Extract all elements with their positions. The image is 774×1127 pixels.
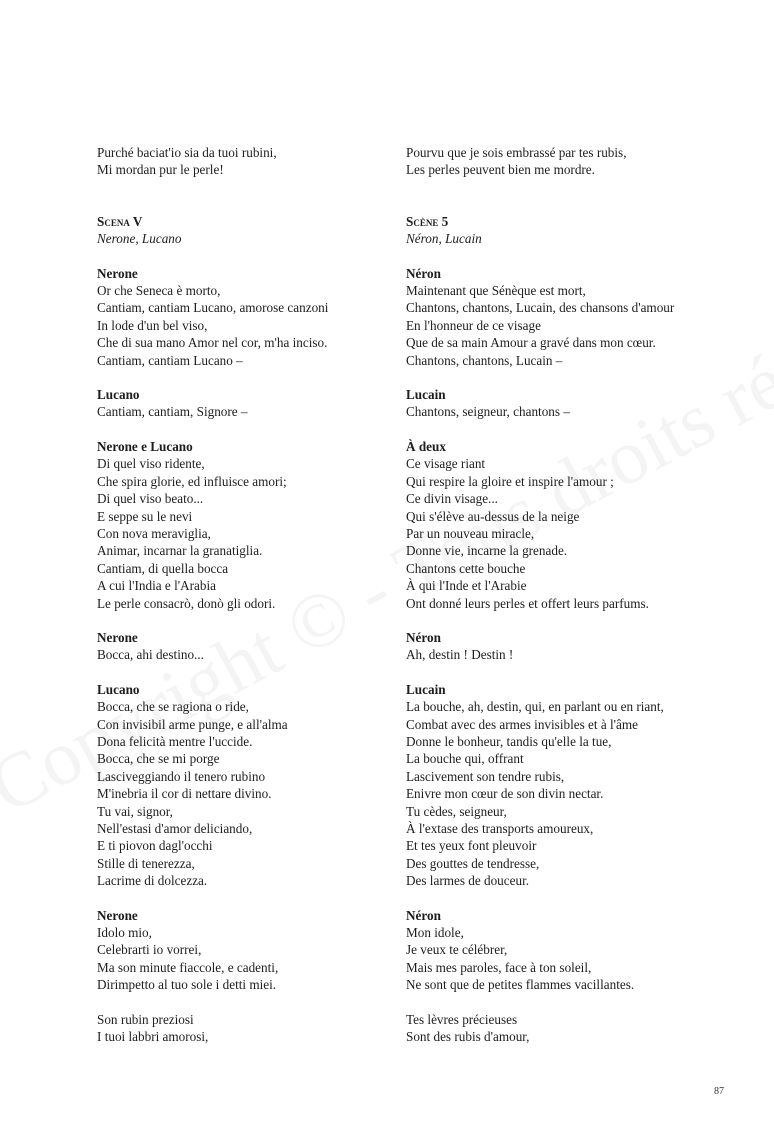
block-spacer — [406, 612, 706, 629]
verse-line: Ce divin visage... — [406, 491, 498, 507]
verse-line: Par un nouveau miracle, — [406, 525, 535, 541]
speech-block — [406, 386, 706, 421]
verse-line: Ne sont que de petites flammes vacillantes. — [406, 977, 635, 993]
verse-line: Et tes yeux font pleuvoir — [406, 838, 537, 854]
block-spacer — [406, 369, 706, 386]
verse-line: E ti piovon dagl'occhi — [97, 838, 213, 854]
verse-line: Bocca, che se ragiona o ride, — [97, 699, 249, 715]
block-spacer — [97, 369, 387, 386]
verse-line: Ah, destin ! Destin ! — [406, 647, 514, 663]
scene-characters: Nerone, Lucano — [97, 231, 182, 247]
scene-title: Scène 5 — [406, 213, 449, 229]
verse-line: Bocca, che se mi porge — [97, 751, 220, 767]
verse-line: Che spira glorie, ed influisce amori; — [97, 473, 287, 489]
verse-line: Combat avec des armes invisibles et à l'âme — [406, 716, 638, 732]
verse-line: Pourvu que je sois embrassé par tes rubis, — [406, 145, 627, 160]
scene-heading — [406, 213, 706, 248]
speech-block — [97, 386, 387, 421]
verse-line: Di quel viso beato... — [97, 491, 204, 507]
verse-line: Lasciveggiando il tenero rubino — [97, 768, 266, 784]
speech-block — [406, 681, 706, 890]
scene-title: Scena V — [97, 213, 143, 229]
verse-line: Cantiam, cantiam Lucano – — [97, 352, 243, 368]
verse-line: Chantons, chantons, Lucain, des chansons d'amour — [406, 300, 675, 316]
speaker-name: Lucano — [97, 387, 140, 403]
speaker-name: Néron — [406, 907, 441, 923]
speech-block — [97, 681, 387, 890]
speech-block — [406, 265, 706, 369]
verse-line: Le perle consacrò, donò gli odori. — [97, 595, 276, 611]
verse-line: Nell'estasi d'amor deliciando, — [97, 821, 253, 836]
verse-block — [97, 144, 387, 179]
verse-line: Cantiam, di quella bocca — [97, 560, 229, 576]
verse-block — [406, 1011, 706, 1046]
verse-line: Animar, incarnar la granatiglia. — [97, 543, 263, 559]
verse-line: Ont donné leurs perles et offert leurs parfums. — [406, 595, 649, 611]
verse-line: Des larmes de douceur. — [406, 873, 530, 889]
verse-line: La bouche, ah, destin, qui, en parlant ou en riant, — [406, 699, 664, 715]
speaker-name: Lucano — [97, 681, 140, 697]
verse-line: Con invisibil arme punge, e all'alma — [97, 716, 288, 732]
verse-line: Celebrarti io vorrei, — [97, 942, 202, 958]
verse-line: La bouche qui, offrant — [406, 751, 524, 767]
verse-line: Stille di tenerezza, — [97, 855, 195, 871]
speech-block — [406, 907, 706, 994]
verse-line: Mon idole, — [406, 925, 464, 941]
verse-line: Mi mordan pur le perle! — [97, 162, 224, 178]
verse-line: E seppe su le nevi — [97, 508, 193, 524]
verse-line: Con nova meraviglia, — [97, 525, 211, 541]
verse-line: I tuoi labbri amorosi, — [97, 1029, 209, 1045]
speaker-name: Néron — [406, 265, 441, 281]
scene-characters: Néron, Lucain — [406, 231, 482, 247]
verse-line: Purché baciat'io sia da tuoi rubini, — [97, 145, 277, 160]
verse-line: Que de sa main Amour a gravé dans mon cœur. — [406, 335, 656, 351]
verse-line: En l'honneur de ce visage — [406, 317, 541, 333]
verse-line: Sont des rubis d'amour, — [406, 1029, 530, 1045]
block-spacer — [97, 179, 387, 213]
speech-block — [97, 265, 387, 369]
verse-line: À qui l'Inde et l'Arabie — [406, 578, 527, 594]
speaker-name: Nerone e Lucano — [97, 438, 193, 454]
verse-line: Cantiam, cantiam, Signore – — [97, 404, 248, 420]
block-spacer — [97, 248, 387, 265]
speech-block — [97, 629, 387, 664]
verse-line: À l'extase des transports amoureux, — [406, 821, 594, 836]
speaker-name: Néron — [406, 629, 441, 645]
scene-heading — [97, 213, 387, 248]
verse-line: Dona felicità mentre l'uccide. — [97, 733, 253, 749]
speech-block — [406, 629, 706, 664]
verse-line: Mais mes paroles, face à ton soleil, — [406, 959, 592, 975]
verse-line: Donne vie, incarne la grenade. — [406, 543, 568, 559]
verse-line: A cui l'India e l'Arabia — [97, 578, 217, 594]
speaker-name: Lucain — [406, 387, 446, 403]
verse-line: Son rubin preziosi — [97, 1011, 194, 1027]
verse-block — [97, 1011, 387, 1046]
speech-block — [406, 438, 706, 612]
verse-line: Cantiam, cantiam Lucano, amorose canzoni — [97, 300, 329, 316]
verse-line: Je veux te célébrer, — [406, 942, 508, 958]
block-spacer — [97, 890, 387, 907]
block-spacer — [406, 994, 706, 1011]
verse-line: Tes lèvres précieuses — [406, 1011, 518, 1027]
verse-line: Bocca, ahi destino... — [97, 647, 204, 663]
verse-line: Chantons cette bouche — [406, 560, 526, 576]
verse-line: Ma son minute fiaccole, e cadenti, — [97, 959, 279, 975]
verse-line: Des gouttes de tendresse, — [406, 855, 540, 871]
verse-line: Donne le bonheur, tandis qu'elle la tue, — [406, 733, 612, 749]
verse-line: Lascivement son tendre rubis, — [406, 768, 565, 784]
speech-block — [97, 907, 387, 994]
block-spacer — [97, 421, 387, 438]
verse-line: Che di sua mano Amor nel cor, m'ha inciso. — [97, 335, 328, 351]
verse-line: Or che Seneca è morto, — [97, 283, 221, 299]
verse-line: Chantons, seigneur, chantons – — [406, 404, 570, 420]
block-spacer — [406, 890, 706, 907]
speaker-name: À deux — [406, 438, 446, 454]
verse-line: M'inebria il cor di nettare divino. — [97, 786, 272, 802]
speaker-name: Lucain — [406, 681, 446, 697]
verse-line: Qui respire la gloire et inspire l'amour ; — [406, 473, 614, 489]
speaker-name: Nerone — [97, 265, 138, 281]
verse-line: Tu vai, signor, — [97, 803, 173, 819]
verse-line: Ce visage riant — [406, 456, 486, 472]
verse-line: Maintenant que Sénèque est mort, — [406, 283, 586, 299]
verse-line: In lode d'un bel viso, — [97, 317, 208, 333]
block-spacer — [97, 994, 387, 1011]
verse-line: Enivre mon cœur de son divin nectar. — [406, 786, 604, 802]
verse-line: Les perles peuvent bien me mordre. — [406, 162, 595, 178]
verse-line: Chantons, chantons, Lucain – — [406, 352, 563, 368]
block-spacer — [406, 248, 706, 265]
speaker-name: Nerone — [97, 907, 138, 923]
block-spacer — [406, 421, 706, 438]
block-spacer — [406, 179, 706, 213]
block-spacer — [406, 664, 706, 681]
french-column — [406, 144, 706, 1045]
verse-line: Di quel viso ridente, — [97, 456, 205, 472]
page-number: 87 — [714, 1086, 724, 1097]
verse-block — [406, 144, 706, 179]
speaker-name: Nerone — [97, 629, 138, 645]
verse-line: Lacrime di dolcezza. — [97, 873, 208, 889]
verse-line: Qui s'élève au-dessus de la neige — [406, 508, 580, 524]
speech-block — [97, 438, 387, 612]
verse-line: Tu cèdes, seigneur, — [406, 803, 507, 819]
block-spacer — [97, 612, 387, 629]
block-spacer — [97, 664, 387, 681]
verse-line: Idolo mio, — [97, 925, 152, 941]
italian-column — [97, 144, 387, 1045]
verse-line: Dirimpetto al tuo sole i detti miei. — [97, 977, 277, 993]
